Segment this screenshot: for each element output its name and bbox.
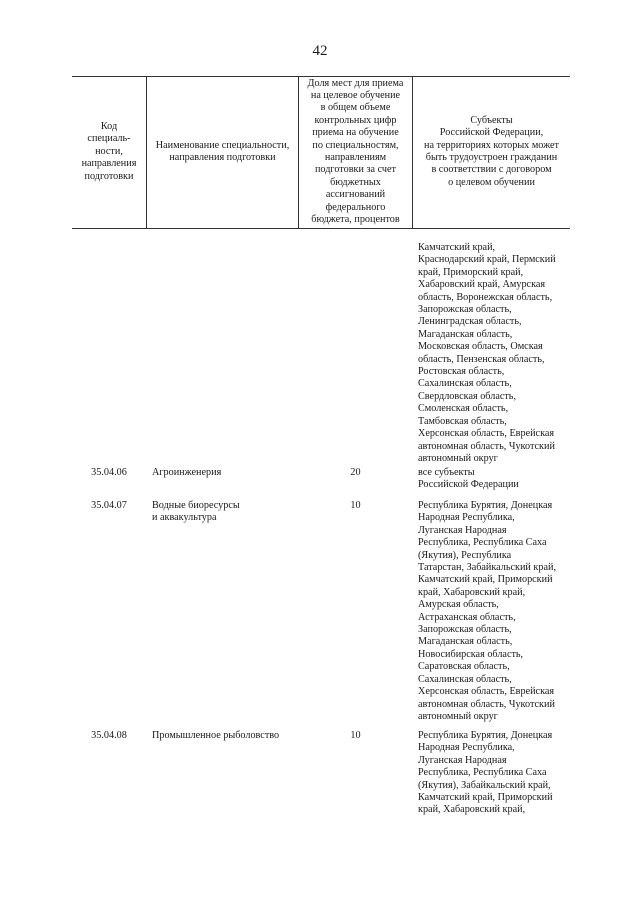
row-2-share: 10	[350, 500, 361, 511]
header-code: Код специаль- ности, направления подготовки	[81, 120, 137, 182]
row-2-name: Водные биоресурсы и аквакультура	[152, 500, 240, 524]
page-number: 42	[312, 43, 328, 59]
row-3-subjects: Республика Бурятия, Донецкая Народная Республика, Луганская Народная Республика, Республика Саха (Якутия), Забайкальский край, Камчатский край, Приморский край, Хабаровский край,	[418, 730, 553, 816]
table-header-bottom-border	[72, 228, 570, 229]
header-name: Наименование специальности, направления подготовки	[155, 139, 290, 163]
row-0-subjects: Камчатский край, Краснодарский край, Пермский край, Приморский край, Хабаровский край, Амурская область, Воронежская область, Запорожская область, Ленинградская область, Магаданская область, Московская область, Омская область, Пензенская область, Ростовская область, Сахалинская область, Свердловская область, Смоленская область, Тамбовская область, Херсонская область, Еврейская автономная область, Чукотский автономный округ	[418, 242, 556, 464]
row-1-code: 35.04.06	[91, 467, 127, 478]
row-2-code: 35.04.07	[91, 500, 127, 511]
row-3-code: 35.04.08	[91, 730, 127, 741]
row-2-subjects: Республика Бурятия, Донецкая Народная Республика, Луганская Народная Республика, Республика Саха (Якутия), Республика Татарстан, Забайкальский край, Камчатский край, Приморский край, Хабаровский край, Амурская область, Астраханская область, Запорожская область, Магаданская область, Новосибирская область, Саратовская область, Сахалинская область, Херсонская область, Еврейская автономная область, Чукотский автономный округ	[418, 500, 556, 722]
row-1-name: Агроинженерия	[152, 467, 222, 478]
header-subjects: Субъекты Российской Федерации, на территориях которых может быть трудоустроен гражданин в соответствии с договором о целевом обучении	[424, 114, 559, 188]
row-3-name: Промышленное рыболовство	[152, 730, 280, 741]
row-3-share: 10	[350, 730, 361, 741]
header-share: Доля мест для приема на целевое обучение в общем объеме контрольных цифр приема на обучение по специальностям, направлениям подготовки за счет бюджетных ассигнований федерального бюджета, процентов	[307, 77, 404, 226]
row-1-share: 20	[350, 467, 361, 478]
row-1-subjects: все субъекты Российской Федерации	[418, 467, 519, 491]
